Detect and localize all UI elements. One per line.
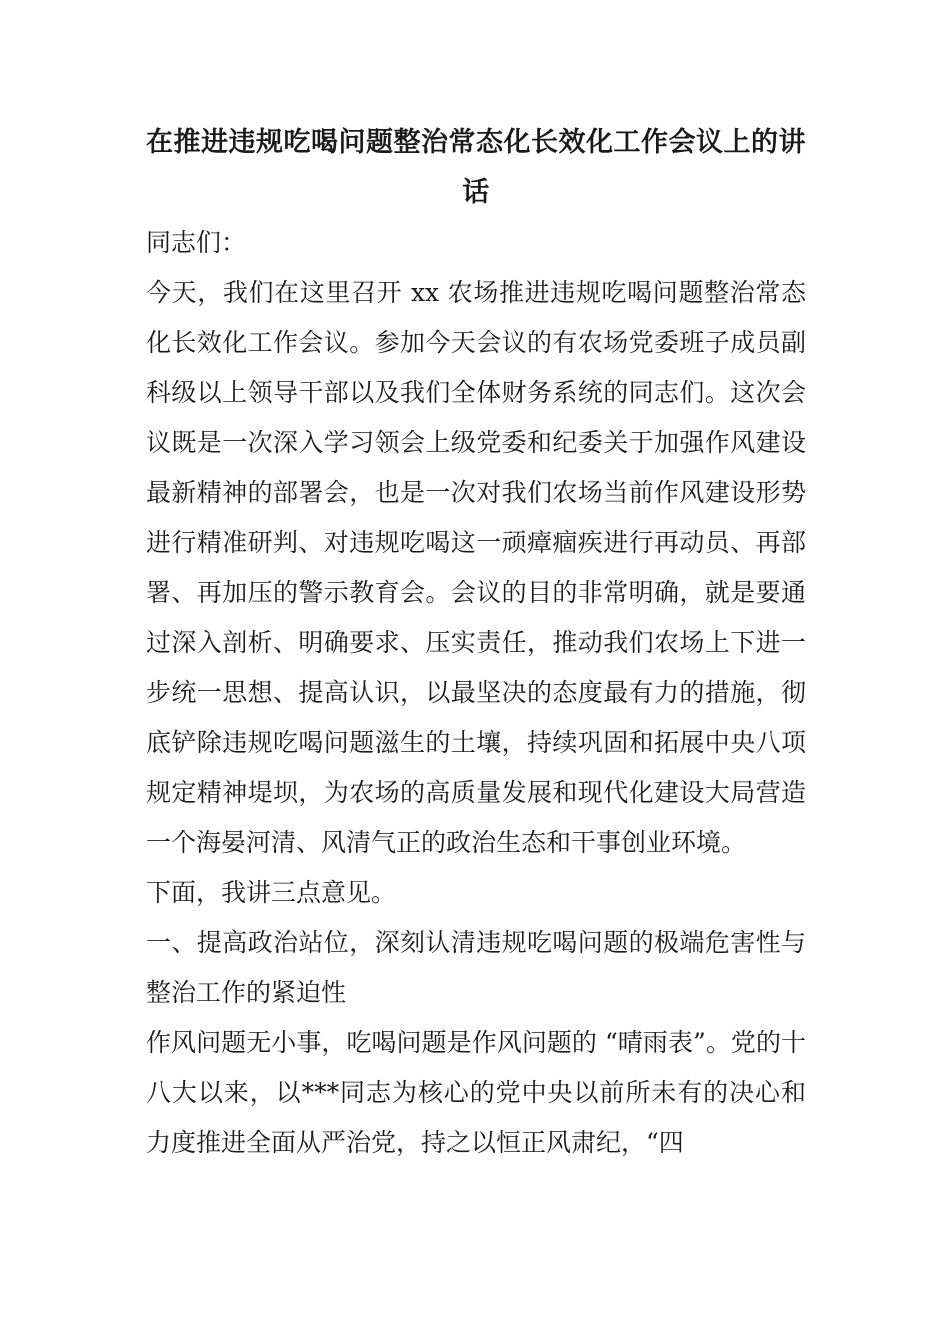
- document-page: [146, 118, 806, 1168]
- greeting: 同志们：: [146, 228, 247, 257]
- paragraph-intro: 今天，我们在这里召开 xx 农场推进违规吃喝问题整治常态化长效化工作会议。参加今天会议的有农场党委班子成员副科级以上领导干部以及我们全体财务系统的同志们。这次会议既是一次深入学习领会上级党委和纪委关于加强作风建设最新精神的部署会，也是一次对我们农场当前作风建设形势进行精准研判、对违规吃喝这一顽瘴痼疾进行再动员、再部署、再加压的警示教育会。会议的目的非常明确，就是要通过深入剖析、明确要求、压实责任，推动我们农场上下进一步统一思想、提高认识，以最坚决的态度最有力的措施，彻底铲除违规吃喝问题滋生的土壤，持续巩固和拓展中央八项规定精神堤坝，为农场的高质量发展和现代化建设大局营造一个海晏河清、风清气正的政治生态和干事创业环境。: [146, 278, 806, 857]
- paragraph-section-one: 作风问题无小事，吃喝问题是作风问题的 “晴雨表”。党的十八大以来，以***同志为核心的党中央以前所未有的决心和力度推进全面从严治党，持之以恒正风肃纪，“四: [146, 1028, 806, 1157]
- paragraph-three-points: 下面，我讲三点意见。: [146, 878, 397, 907]
- document-title: 在推进违规吃喝问题整治常态化长效化工作会议上的讲话: [146, 127, 806, 208]
- section-heading-one: 一、提高政治站位，深刻认清违规吃喝问题的极端危害性与整治工作的紧迫性: [146, 928, 806, 1007]
